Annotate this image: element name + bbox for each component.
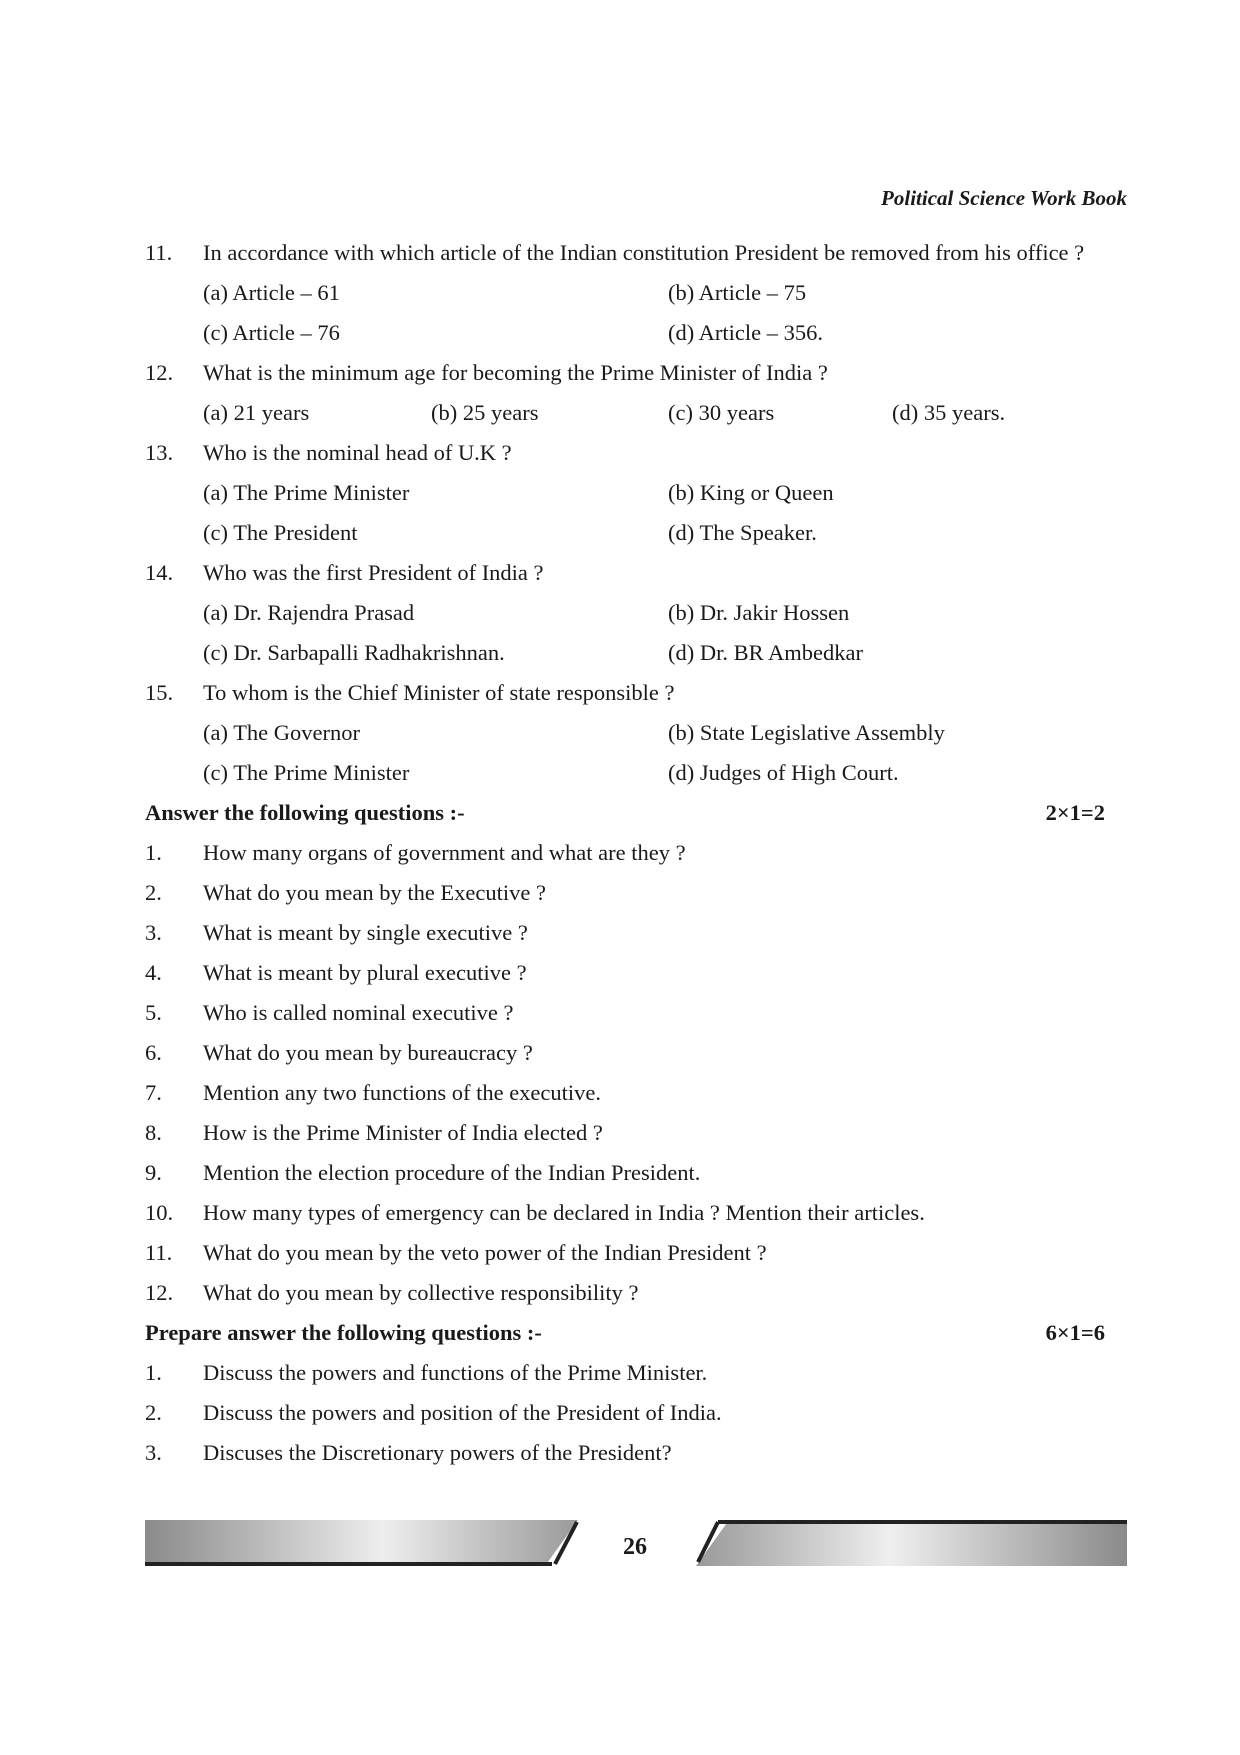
section-heading [145, 793, 1105, 833]
option-c: (c) Dr. Sarbapalli Radhakrishnan. [203, 640, 505, 665]
list-item [145, 1113, 1105, 1153]
question-number: 6. [145, 1040, 162, 1065]
list-item [145, 1073, 1105, 1113]
option-d: (d) Judges of High Court. [668, 760, 899, 785]
option-b: (b) Dr. Jakir Hossen [668, 600, 850, 625]
question-text: What do you mean by bureaucracy ? [203, 1040, 533, 1065]
question-number: 1. [145, 1360, 162, 1385]
list-item [145, 833, 1105, 873]
list-item [145, 1273, 1105, 1313]
question-text: In accordance with which article of the Indian constitution President be removed from his office ? [203, 240, 1085, 265]
section-marks: 6×1=6 [1045, 1320, 1105, 1345]
option-a: (a) Article – 61 [203, 280, 340, 305]
question-number: 2. [145, 1400, 162, 1425]
option-row [145, 633, 1105, 673]
question-number: 1. [145, 840, 162, 865]
question-number: 2. [145, 880, 162, 905]
option-row [145, 273, 1105, 313]
question-text: Mention the election procedure of the Indian President. [203, 1160, 701, 1185]
option-c: (c) 30 years [668, 400, 775, 425]
option-c: (c) The Prime Minister [203, 760, 410, 785]
question-number: 14. [145, 560, 174, 585]
option-a: (a) 21 years [203, 400, 310, 425]
question-text: What do you mean by the veto power of the Indian President ? [203, 1240, 767, 1265]
list-item [145, 953, 1105, 993]
mcq-question [145, 673, 1105, 713]
running-header: Political Science Work Book [881, 186, 1127, 210]
list-item [145, 1353, 1105, 1393]
page-content [145, 233, 1105, 1473]
option-a: (a) Dr. Rajendra Prasad [203, 600, 415, 625]
footer-bar-left [145, 1520, 578, 1566]
option-b: (b) 25 years [431, 400, 539, 425]
section-marks: 2×1=2 [1045, 800, 1105, 825]
list-item [145, 913, 1105, 953]
option-c: (c) Article – 76 [203, 320, 340, 345]
question-number: 12. [145, 1280, 174, 1305]
question-text: Discuss the powers and position of the President of India. [203, 1400, 722, 1425]
question-number: 10. [145, 1200, 174, 1225]
mcq-question [145, 553, 1105, 593]
question-text: Discuses the Discretionary powers of the President? [203, 1440, 672, 1465]
list-item [145, 1433, 1105, 1473]
section-title: Answer the following questions :- [145, 800, 465, 825]
option-row [145, 473, 1105, 513]
question-text: How many types of emergency can be declared in India ? Mention their articles. [203, 1200, 925, 1225]
option-a: (a) The Governor [203, 720, 361, 745]
question-number: 8. [145, 1120, 162, 1145]
list-item [145, 1153, 1105, 1193]
question-number: 12. [145, 360, 174, 385]
question-number: 4. [145, 960, 162, 985]
option-row [145, 753, 1105, 793]
option-d: (d) Dr. BR Ambedkar [668, 640, 863, 665]
question-number: 11. [145, 240, 173, 265]
option-row [145, 593, 1105, 633]
question-number: 13. [145, 440, 174, 465]
question-text: What is meant by plural executive ? [203, 960, 527, 985]
list-item [145, 1033, 1105, 1073]
option-d: (d) 35 years. [892, 400, 1006, 425]
option-b: (b) King or Queen [668, 480, 834, 505]
question-text: Mention any two functions of the executive. [203, 1080, 602, 1105]
question-text: What is the minimum age for becoming the Prime Minister of India ? [203, 360, 828, 385]
question-text: Discuss the powers and functions of the Prime Minister. [203, 1360, 708, 1385]
question-number: 11. [145, 1240, 173, 1265]
section-heading [145, 1313, 1105, 1353]
question-text: How many organs of government and what are they ? [203, 840, 686, 865]
mcq-question [145, 233, 1105, 273]
option-d: (d) Article – 356. [668, 320, 823, 345]
question-text: What is meant by single executive ? [203, 920, 528, 945]
list-item [145, 993, 1105, 1033]
list-item [145, 1193, 1105, 1233]
option-row [145, 393, 1105, 433]
section-title: Prepare answer the following questions :- [145, 1320, 542, 1345]
question-text: To whom is the Chief Minister of state responsible ? [203, 680, 675, 705]
option-b: (b) State Legislative Assembly [668, 720, 945, 745]
option-b: (b) Article – 75 [668, 280, 807, 305]
list-item [145, 873, 1105, 913]
question-text: How is the Prime Minister of India elected ? [203, 1120, 603, 1145]
option-c: (c) The President [203, 520, 358, 545]
page-number: 26 [623, 1534, 647, 1560]
question-number: 5. [145, 1000, 162, 1025]
mcq-question [145, 433, 1105, 473]
question-number: 3. [145, 920, 162, 945]
list-item [145, 1233, 1105, 1273]
question-number: 7. [145, 1080, 162, 1105]
question-number: 3. [145, 1440, 162, 1465]
option-a: (a) The Prime Minister [203, 480, 410, 505]
question-number: 9. [145, 1160, 162, 1185]
list-item [145, 1393, 1105, 1433]
question-text: Who is the nominal head of U.K ? [203, 440, 512, 465]
footer-bar-right [696, 1520, 1127, 1566]
question-text: Who was the first President of India ? [203, 560, 544, 585]
option-row [145, 713, 1105, 753]
question-text: What do you mean by the Executive ? [203, 880, 547, 905]
option-d: (d) The Speaker. [668, 520, 817, 545]
option-row [145, 313, 1105, 353]
mcq-question [145, 353, 1105, 393]
question-number: 15. [145, 680, 174, 705]
question-text: Who is called nominal executive ? [203, 1000, 514, 1025]
option-row [145, 513, 1105, 553]
question-text: What do you mean by collective responsibility ? [203, 1280, 639, 1305]
